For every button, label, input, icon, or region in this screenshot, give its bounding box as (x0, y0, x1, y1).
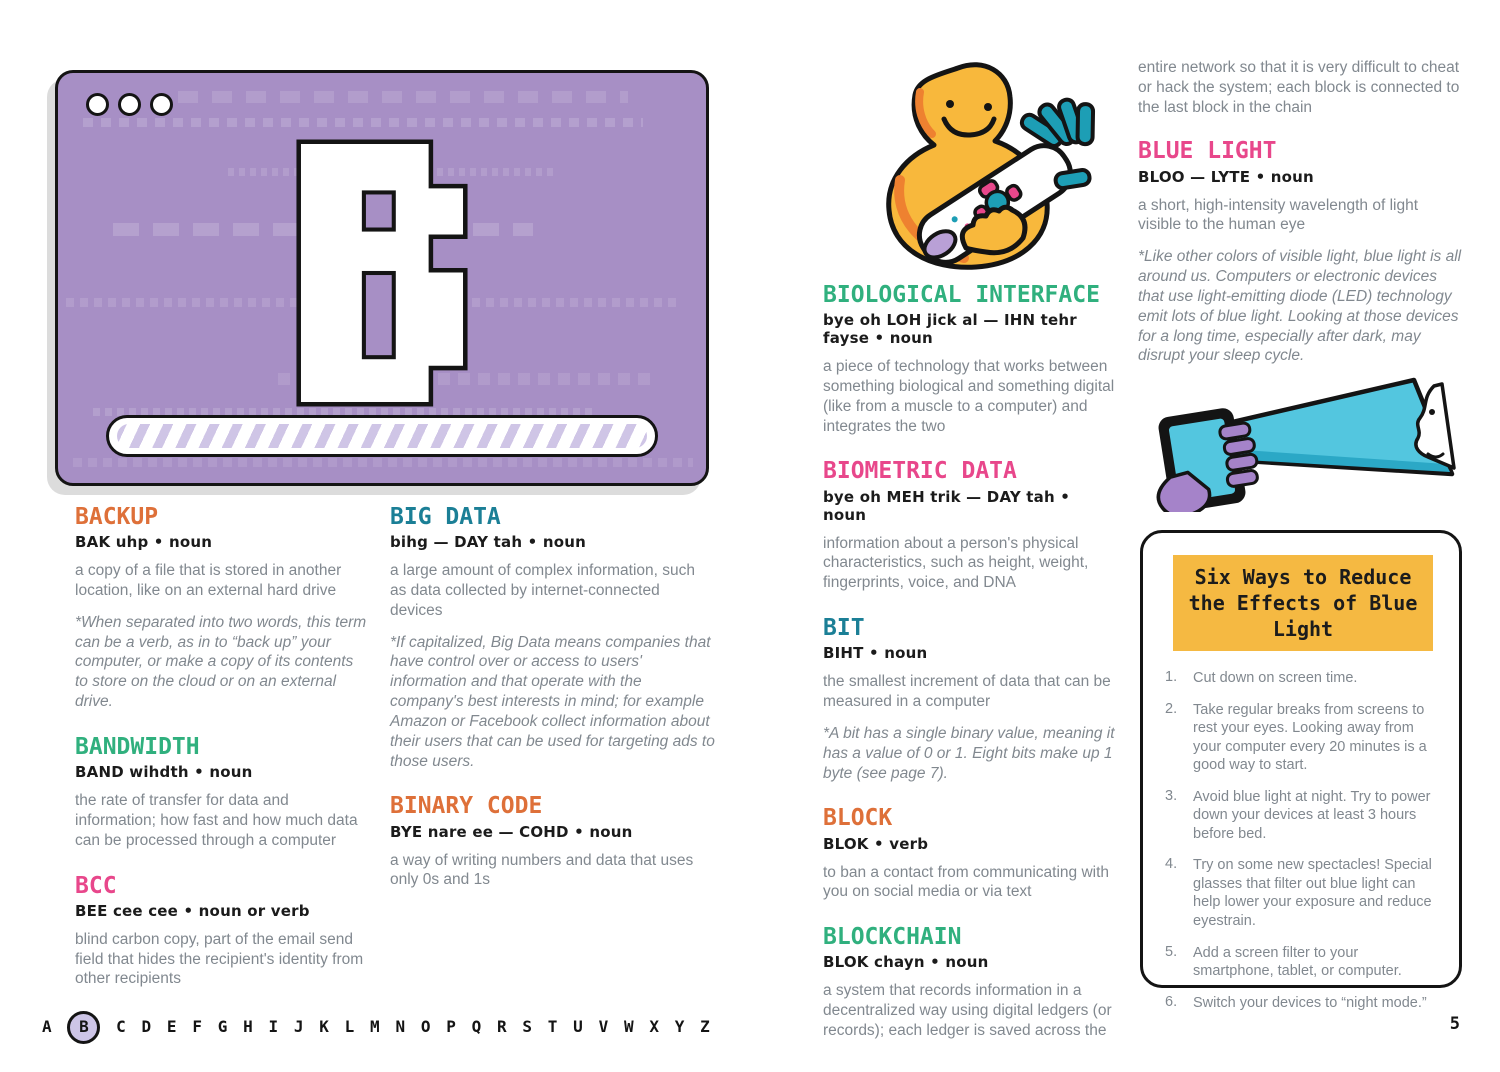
alphabet-letter-v[interactable]: V (598, 1017, 609, 1036)
sixways-item-text: Add a screen filter to your smartphone, tablet, or computer. (1193, 944, 1402, 980)
pronunciation: BEE cee cee • noun or verb (75, 901, 310, 920)
sixways-item (1165, 788, 1441, 844)
sixways-item-text: Cut down on screen time. (1193, 670, 1358, 686)
usage-note: *When separated into two words, this term can be a verb, as in to “back up” your computer, or make a copy of its contents to store on the cloud or on an external drive. (75, 613, 367, 711)
pronunciation: BAK uhp • noun (75, 533, 213, 552)
definition: blind carbon copy, part of the email send field that hides the recipient's identity from other recipients (75, 930, 364, 988)
alphabet-letter-j[interactable]: J (293, 1017, 304, 1036)
definition: information about a person's physical characteristics, such as height, weight, fingerprints, voice, and DNA (823, 534, 1089, 592)
term-bcc: BCC (75, 872, 117, 899)
entry-biological-interface (823, 283, 1115, 436)
entry-bcc (75, 874, 370, 990)
blue-light-illustration (1132, 372, 1462, 512)
usage-note: *Like other colors of visible light, blue light is all around us. Computers or electronic devices that use light-emitting diode (LED) technology emit lots of blue light. Looking at those devices for a long time, especially after dark, may disrupt your sleep cycle. (1138, 248, 1462, 365)
alphabet-letter-g[interactable]: G (217, 1017, 228, 1036)
term-block: BLOCK (823, 805, 893, 832)
sixways-item (1165, 944, 1441, 981)
column-3 (823, 283, 1115, 1064)
pronunciation: BLOK chayn • noun (823, 953, 989, 972)
sixways-item-text: Switch your devices to “night mode.” (1193, 994, 1427, 1011)
letter-b-window-illustration (55, 70, 709, 486)
definition: the rate of transfer for data and information; how fast and how much data can be processed through a computer (75, 792, 358, 849)
alphabet-letter-h[interactable]: H (243, 1017, 253, 1036)
loading-bar (106, 415, 658, 457)
sixways-item-text: Avoid blue light at night. Try to power down your devices at least 3 hours before bed. (1193, 788, 1431, 842)
pronunciation: bihg — DAY tah • noun (390, 533, 586, 552)
definition: the smallest increment of data that can be measured in a computer (823, 673, 1111, 711)
alphabet-letter-f[interactable]: F (192, 1017, 202, 1036)
sixways-item-number: 6. (1165, 993, 1178, 1010)
entry-block (823, 806, 1115, 902)
pronunciation: BIHT • noun (823, 644, 928, 663)
sixways-list (1165, 669, 1441, 1012)
alphabet-letter-t[interactable]: T (547, 1017, 558, 1036)
loading-bar-stripes (117, 424, 647, 448)
entry-backup (75, 505, 370, 712)
alphabet-letter-i[interactable]: I (268, 1017, 279, 1036)
usage-note: *A bit has a single binary value, meaning it has a value of 0 or 1. Eight bits make up 1 byte (see page 7). (823, 724, 1115, 782)
alphabet-letter-d[interactable]: D (141, 1017, 152, 1036)
entry-bit (823, 616, 1115, 783)
window-dot-icon (150, 93, 173, 116)
alphabet-letter-u[interactable]: U (573, 1017, 583, 1036)
sixways-item-number: 3. (1165, 787, 1178, 804)
alphabet-letter-x[interactable]: X (649, 1017, 659, 1036)
sixways-item (1165, 856, 1441, 930)
sixways-item (1165, 669, 1441, 688)
alphabet-letter-m[interactable]: M (370, 1017, 380, 1036)
term-biological-interface: BIOLOGICAL INTERFACE (823, 282, 1100, 308)
sixways-item-text: Try on some new spectacles! Special glasses that filter out blue light can help lower your exposure and reduce eyestrain. (1193, 857, 1432, 930)
page-number: 5 (1449, 1014, 1460, 1034)
term-backup: BACKUP (75, 504, 159, 530)
entry-blue-light (1138, 139, 1463, 366)
pixel-letter-b-icon (296, 139, 468, 407)
sixways-item-number: 1. (1165, 669, 1178, 685)
alphabet-letter-q[interactable]: Q (471, 1017, 482, 1036)
sixways-box (1140, 530, 1462, 1011)
definition: a large amount of complex information, such as data collected by internet-connected devices (390, 562, 695, 619)
sixways-item-number: 2. (1165, 700, 1178, 717)
window-dots (86, 93, 173, 116)
pronunciation: BLOK • verb (823, 834, 929, 853)
entry-biometric-data (823, 459, 1115, 593)
alphabet-letter-n[interactable]: N (395, 1017, 406, 1036)
term-bit: BIT (823, 615, 865, 642)
entry-big-data (390, 505, 715, 771)
alphabet-letter-c[interactable]: C (116, 1017, 126, 1036)
alphabet-letter-b[interactable]: B (67, 1011, 100, 1044)
alphabet-letter-z[interactable]: Z (700, 1017, 710, 1036)
column-4 (1138, 58, 1463, 389)
sixways-item (1165, 994, 1441, 1013)
alphabet-letter-r[interactable]: R (497, 1017, 507, 1036)
definition: a short, high-intensity wavelength of light visible to the human eye (1138, 196, 1419, 234)
sixways-item-number: 5. (1165, 943, 1178, 960)
window-dot-icon (118, 93, 141, 116)
alphabet-letter-k[interactable]: K (319, 1017, 329, 1036)
pronunciation: bye oh LOH jick al — IHN tehr fayse • noun (823, 311, 1077, 348)
term-biometric-data: BIOMETRIC DATA (823, 458, 1017, 485)
alphabet-letter-l[interactable]: L (344, 1017, 355, 1036)
sixways-item-text: Take regular breaks from screens to rest your eyes. Looking away from your computer every 20 minutes is a good way to start. (1193, 701, 1427, 774)
peanut-character-illustration (862, 52, 1112, 280)
column-2 (390, 505, 715, 913)
term-blockchain: BLOCKCHAIN (823, 924, 962, 951)
term-bandwidth: BANDWIDTH (75, 733, 200, 760)
blockchain-continuation: entire network so that it is very difficult to cheat or hack the system; each block is connected to the last block in the chain (1138, 59, 1460, 116)
term-blue-light: BLUE LIGHT (1138, 138, 1277, 165)
alphabet-letter-y[interactable]: Y (674, 1017, 685, 1036)
alphabet-letter-e[interactable]: E (166, 1017, 177, 1036)
alphabet-letter-o[interactable]: O (420, 1017, 431, 1036)
term-big-data: BIG DATA (390, 504, 501, 530)
pronunciation: BAND wihdth • noun (75, 763, 253, 782)
entry-blockchain (823, 925, 1115, 1041)
definition: a system that records information in a decentralized way using digital ledgers (or records); each ledger is saved across the (823, 982, 1112, 1039)
alphabet-letter-w[interactable]: W (623, 1017, 634, 1036)
alphabet-strip (42, 1012, 710, 1042)
alphabet-letter-p[interactable]: P (446, 1017, 456, 1036)
definition: to ban a contact from communicating with you on social media or via text (823, 863, 1110, 901)
entry-bandwidth (75, 735, 370, 851)
definition: a copy of a file that is stored in another location, like on an external hard drive (75, 562, 342, 599)
pronunciation: BYE nare ee — COHD • noun (390, 822, 633, 841)
definition: a piece of technology that works between something biological and something digital (like from a muscle to a computer) and integrates the two (823, 358, 1115, 435)
usage-note: *If capitalized, Big Data means companies that have control over or access to users' information and that operate with the company's best interests in mind; for example Amazon or Facebook collect information about their users that can be used for targeting ads to those users. (390, 633, 715, 770)
column-1 (75, 505, 370, 1012)
term-binary-code: BINARY CODE (390, 793, 543, 820)
sixways-item (1165, 701, 1441, 775)
entry-binary-code (390, 794, 715, 890)
pronunciation: bye oh MEH trik — DAY tah • noun (823, 487, 1071, 524)
sixways-item-number: 4. (1165, 856, 1178, 873)
pronunciation: BLOO — LYTE • noun (1138, 167, 1314, 186)
alphabet-letter-s[interactable]: S (522, 1017, 533, 1036)
sixways-title: Six Ways to Reduce the Effects of Blue Light (1173, 555, 1433, 651)
alphabet-letter-a[interactable]: A (42, 1017, 52, 1036)
definition: a way of writing numbers and data that uses only 0s and 1s (390, 851, 694, 889)
window-dot-icon (86, 93, 109, 116)
